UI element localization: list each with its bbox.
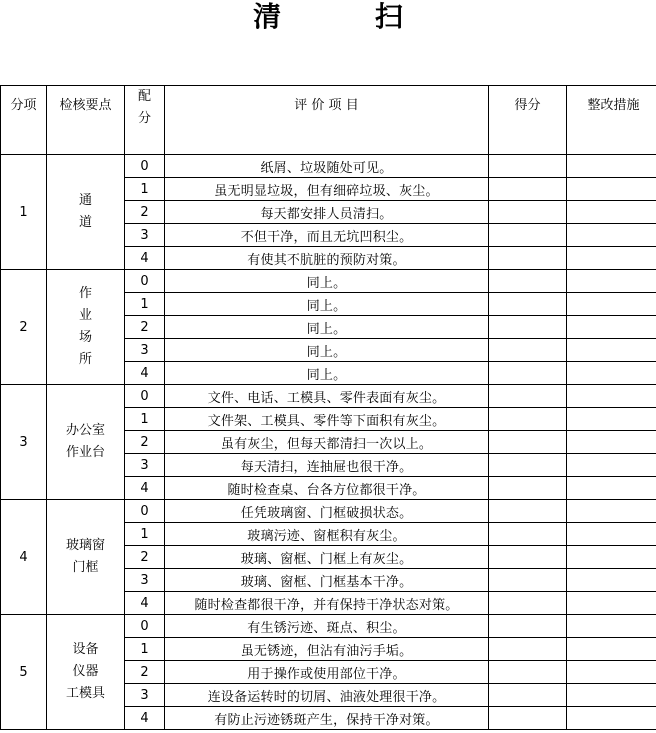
improvement-cell[interactable] xyxy=(567,454,656,477)
section-name-line: 场 xyxy=(78,330,92,345)
table-row xyxy=(1,385,656,408)
row-criterion: 虽无明显垃圾，但有细碎垃圾、灰尘。 xyxy=(165,178,489,201)
got-score-cell[interactable] xyxy=(489,293,567,316)
section-number: 1 xyxy=(1,155,47,270)
improvement-cell[interactable] xyxy=(567,247,656,270)
section-name-line: 仪器 xyxy=(72,664,99,679)
header-score xyxy=(125,86,165,155)
row-score: 2 xyxy=(125,431,165,454)
row-score: 2 xyxy=(125,316,165,339)
row-criterion: 连设备运转时的切屑、油液处理很干净。 xyxy=(165,684,489,707)
table-row xyxy=(1,270,656,293)
row-score: 0 xyxy=(125,385,165,408)
header-got-score: 得分 xyxy=(489,86,567,155)
header-improvement: 整改措施 xyxy=(567,86,656,155)
got-score-cell[interactable] xyxy=(489,707,567,730)
section-name xyxy=(47,270,125,385)
improvement-cell[interactable] xyxy=(567,707,656,730)
improvement-cell[interactable] xyxy=(567,592,656,615)
row-score: 3 xyxy=(125,569,165,592)
row-criterion: 同上。 xyxy=(165,339,489,362)
got-score-cell[interactable] xyxy=(489,661,567,684)
section-name-line: 设备 xyxy=(72,642,99,657)
improvement-cell[interactable] xyxy=(567,569,656,592)
improvement-cell[interactable] xyxy=(567,638,656,661)
row-criterion: 同上。 xyxy=(165,270,489,293)
row-criterion: 虽无锈迹，但沾有油污手垢。 xyxy=(165,638,489,661)
section-name-line: 道 xyxy=(78,215,92,230)
improvement-cell[interactable] xyxy=(567,155,656,178)
got-score-cell[interactable] xyxy=(489,155,567,178)
row-score: 2 xyxy=(125,661,165,684)
got-score-cell[interactable] xyxy=(489,339,567,362)
section-name-line: 通 xyxy=(78,193,92,208)
improvement-cell[interactable] xyxy=(567,408,656,431)
row-score: 1 xyxy=(125,408,165,431)
section-number: 4 xyxy=(1,500,47,615)
row-criterion: 文件、电话、工模具、零件表面有灰尘。 xyxy=(165,385,489,408)
section-name-line: 作业台 xyxy=(65,445,105,460)
header-check-points: 检核要点 xyxy=(47,86,125,155)
row-criterion: 随时检查都很干净，并有保持干净状态对策。 xyxy=(165,592,489,615)
row-score: 0 xyxy=(125,500,165,523)
header-evaluation: 评 价 项 目 xyxy=(165,86,489,155)
section-name-line: 业 xyxy=(78,308,92,323)
improvement-cell[interactable] xyxy=(567,661,656,684)
row-score: 0 xyxy=(125,270,165,293)
improvement-cell[interactable] xyxy=(567,546,656,569)
row-criterion: 有生锈污迹、斑点、积尘。 xyxy=(165,615,489,638)
row-criterion: 有防止污迹锈斑产生，保持干净对策。 xyxy=(165,707,489,730)
improvement-cell[interactable] xyxy=(567,224,656,247)
improvement-cell[interactable] xyxy=(567,201,656,224)
row-criterion: 文件架、工模具、零件等下面积有灰尘。 xyxy=(165,408,489,431)
row-score: 0 xyxy=(125,615,165,638)
got-score-cell[interactable] xyxy=(489,546,567,569)
got-score-cell[interactable] xyxy=(489,500,567,523)
row-score: 4 xyxy=(125,477,165,500)
evaluation-table xyxy=(0,85,656,730)
section-name xyxy=(47,500,125,615)
row-criterion: 同上。 xyxy=(165,362,489,385)
got-score-cell[interactable] xyxy=(489,638,567,661)
improvement-cell[interactable] xyxy=(567,523,656,546)
row-score: 1 xyxy=(125,178,165,201)
row-criterion: 同上。 xyxy=(165,293,489,316)
got-score-cell[interactable] xyxy=(489,408,567,431)
got-score-cell[interactable] xyxy=(489,684,567,707)
got-score-cell[interactable] xyxy=(489,454,567,477)
row-criterion: 纸屑、垃圾随处可见。 xyxy=(165,155,489,178)
row-criterion: 玻璃、窗框、门框基本干净。 xyxy=(165,569,489,592)
header-item: 分项 xyxy=(1,86,47,155)
got-score-cell[interactable] xyxy=(489,201,567,224)
row-score: 4 xyxy=(125,707,165,730)
row-score: 3 xyxy=(125,684,165,707)
got-score-cell[interactable] xyxy=(489,477,567,500)
row-score: 0 xyxy=(125,155,165,178)
got-score-cell[interactable] xyxy=(489,615,567,638)
improvement-cell[interactable] xyxy=(567,684,656,707)
table-body xyxy=(1,155,656,730)
improvement-cell[interactable] xyxy=(567,500,656,523)
row-criterion: 用于操作或使用部位干净。 xyxy=(165,661,489,684)
row-score: 3 xyxy=(125,454,165,477)
improvement-cell[interactable] xyxy=(567,293,656,316)
got-score-cell[interactable] xyxy=(489,224,567,247)
section-name-line: 工模具 xyxy=(65,686,105,701)
row-criterion: 同上。 xyxy=(165,316,489,339)
row-score: 3 xyxy=(125,224,165,247)
row-score: 1 xyxy=(125,293,165,316)
section-name-line: 所 xyxy=(78,352,92,367)
row-criterion: 虽有灰尘，但每天都清扫一次以上。 xyxy=(165,431,489,454)
improvement-cell[interactable] xyxy=(567,270,656,293)
row-score: 1 xyxy=(125,638,165,661)
row-criterion: 每天清扫，连抽屉也很干净。 xyxy=(165,454,489,477)
table-row xyxy=(1,615,656,638)
section-name-line: 办公室 xyxy=(65,423,105,438)
row-criterion: 有使其不肮脏的预防对策。 xyxy=(165,247,489,270)
section-name-line: 门框 xyxy=(72,560,99,575)
table-header-row xyxy=(1,86,656,155)
header-score-line1: 配 xyxy=(137,89,151,104)
row-criterion: 随时检查桌、台各方位都很干净。 xyxy=(165,477,489,500)
got-score-cell[interactable] xyxy=(489,385,567,408)
improvement-cell[interactable] xyxy=(567,316,656,339)
improvement-cell[interactable] xyxy=(567,362,656,385)
section-name xyxy=(47,615,125,730)
page-title: 清 扫 xyxy=(253,0,445,33)
row-score: 4 xyxy=(125,247,165,270)
section-number: 2 xyxy=(1,270,47,385)
section-number: 3 xyxy=(1,385,47,500)
got-score-cell[interactable] xyxy=(489,316,567,339)
got-score-cell[interactable] xyxy=(489,270,567,293)
section-name xyxy=(47,155,125,270)
row-score: 3 xyxy=(125,339,165,362)
section-name-line: 玻璃窗 xyxy=(65,538,105,553)
row-criterion: 每天都安排人员清扫。 xyxy=(165,201,489,224)
got-score-cell[interactable] xyxy=(489,362,567,385)
section-number: 5 xyxy=(1,615,47,730)
improvement-cell[interactable] xyxy=(567,615,656,638)
improvement-cell[interactable] xyxy=(567,178,656,201)
row-score: 4 xyxy=(125,592,165,615)
improvement-cell[interactable] xyxy=(567,477,656,500)
improvement-cell[interactable] xyxy=(567,339,656,362)
got-score-cell[interactable] xyxy=(489,178,567,201)
section-name xyxy=(47,385,125,500)
got-score-cell[interactable] xyxy=(489,592,567,615)
row-criterion: 玻璃、窗框、门框上有灰尘。 xyxy=(165,546,489,569)
row-score: 2 xyxy=(125,546,165,569)
improvement-cell[interactable] xyxy=(567,385,656,408)
got-score-cell[interactable] xyxy=(489,523,567,546)
row-criterion: 不但干净，而且无坑凹积尘。 xyxy=(165,224,489,247)
got-score-cell[interactable] xyxy=(489,247,567,270)
table-row xyxy=(1,500,656,523)
got-score-cell[interactable] xyxy=(489,569,567,592)
section-name-line: 作 xyxy=(78,286,92,301)
table-row xyxy=(1,155,656,178)
got-score-cell[interactable] xyxy=(489,431,567,454)
row-criterion: 任凭玻璃窗、门框破损状态。 xyxy=(165,500,489,523)
row-criterion: 玻璃污迹、窗框积有灰尘。 xyxy=(165,523,489,546)
header-score-line2: 分 xyxy=(137,111,151,126)
row-score: 1 xyxy=(125,523,165,546)
row-score: 2 xyxy=(125,201,165,224)
improvement-cell[interactable] xyxy=(567,431,656,454)
row-score: 4 xyxy=(125,362,165,385)
